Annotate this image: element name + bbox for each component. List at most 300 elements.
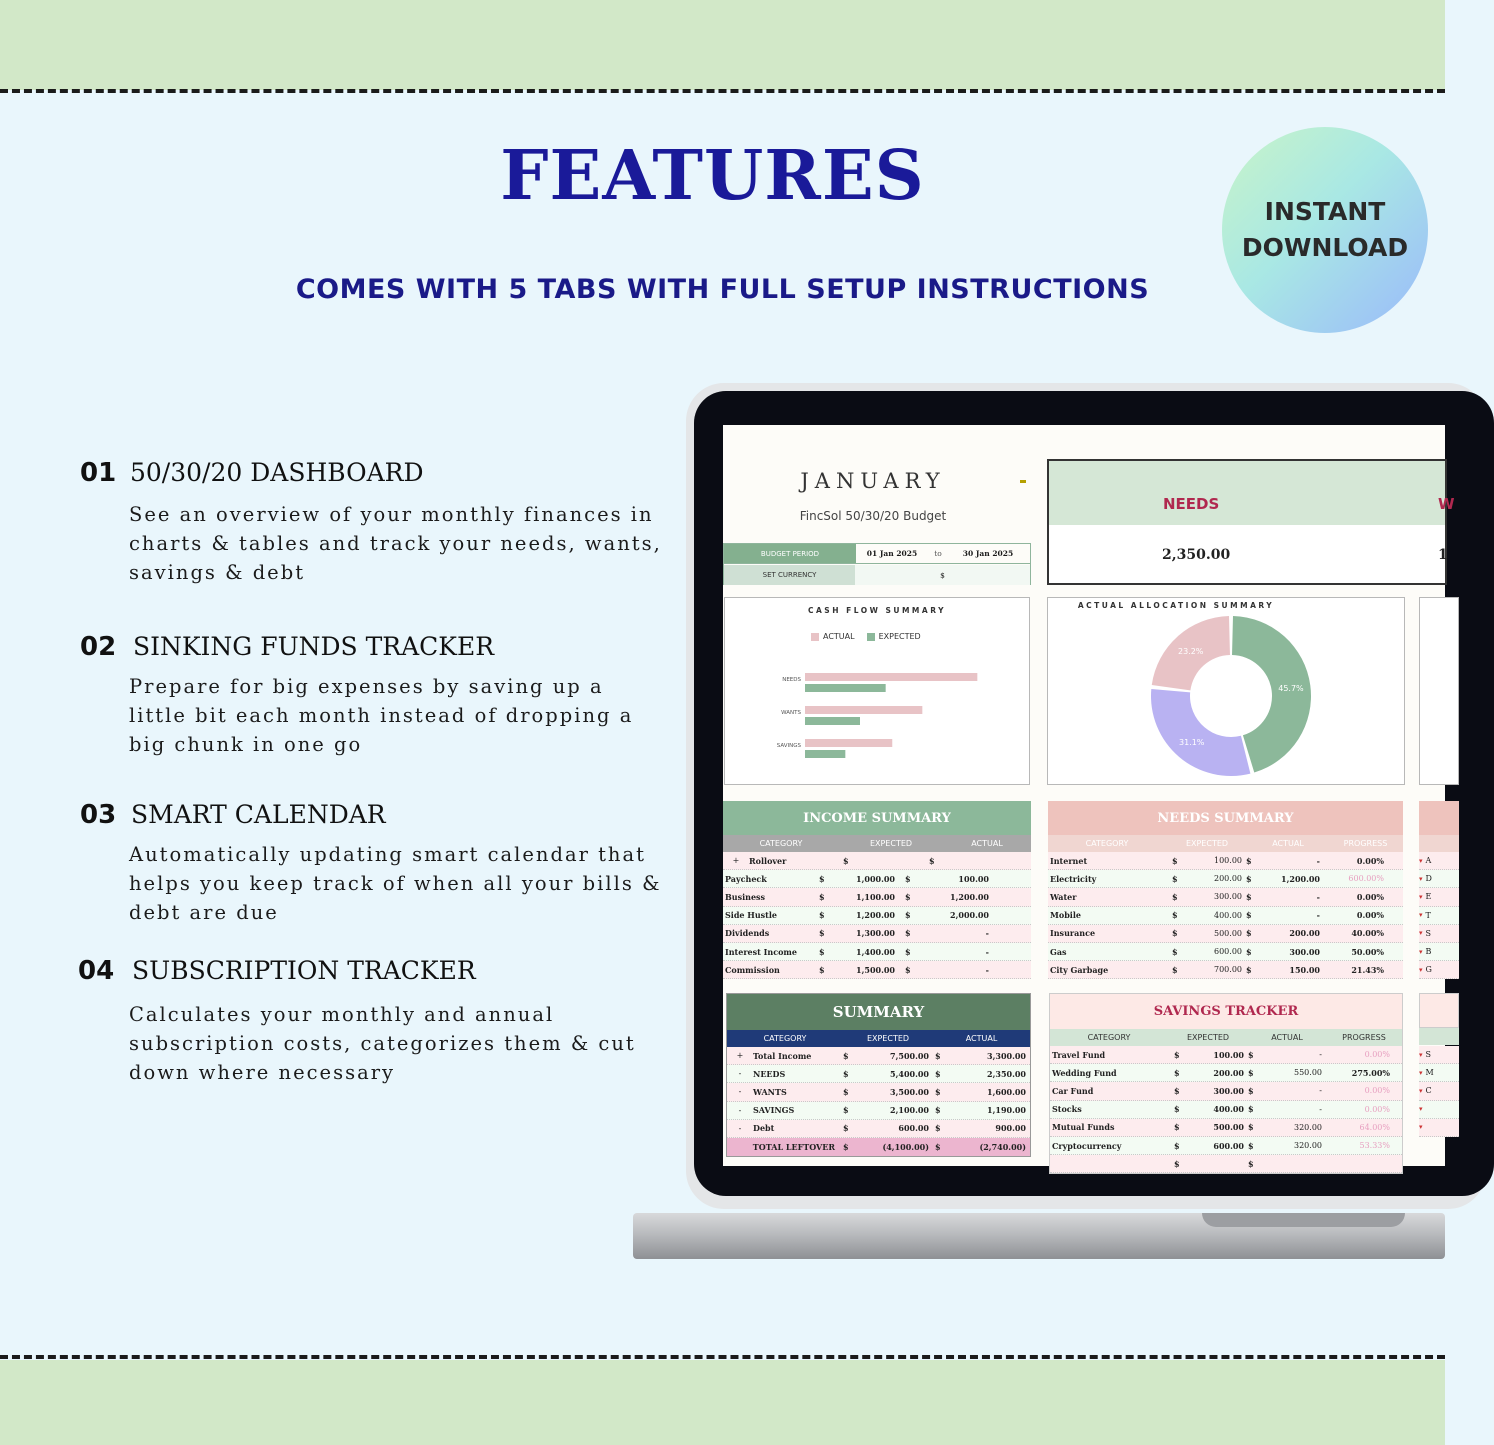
category-label: NEEDS xyxy=(782,677,801,683)
dropdown-arrow-icon[interactable]: ▾ xyxy=(1419,1123,1423,1132)
total-row xyxy=(727,1138,1030,1156)
feature-description: Calculates your monthly and annual subscription costs, categorizes them & cut down where necessary xyxy=(129,1003,636,1084)
actual: 1,200.00 xyxy=(1281,873,1320,884)
table-row xyxy=(1419,1101,1459,1119)
budget-period-label: BUDGET PERIOD xyxy=(724,544,856,563)
bar xyxy=(805,706,922,714)
currency-symbol: $ xyxy=(1246,910,1252,921)
currency-symbol: $ xyxy=(1248,1049,1254,1060)
table-row xyxy=(1419,907,1459,925)
currency-symbol: $ xyxy=(905,891,911,902)
actual: - xyxy=(985,964,989,975)
currency-symbol: $ xyxy=(935,1142,941,1153)
header-progress: PROGRESS xyxy=(1342,1033,1386,1042)
progress: 21.43% xyxy=(1351,964,1384,975)
currency-symbol: $ xyxy=(1174,1049,1180,1060)
actual: - xyxy=(1319,1104,1322,1114)
header-expected: EXPECTED xyxy=(1185,839,1229,848)
currency-symbol: $ xyxy=(929,855,935,866)
dropdown-arrow-icon[interactable]: ▾ xyxy=(1419,911,1423,920)
table-row xyxy=(1419,1046,1459,1064)
laptop-screen xyxy=(723,425,1455,1169)
kpi-needs-label: NEEDS xyxy=(1163,495,1220,513)
table-row xyxy=(1419,888,1459,906)
category-label: SAVINGS xyxy=(776,743,801,749)
expected: 5,400.00 xyxy=(890,1068,929,1079)
header-category: CATEGORY xyxy=(1085,839,1129,848)
header-category: CATEGORY xyxy=(759,839,803,848)
category: Water xyxy=(1050,891,1077,902)
header-expected: EXPECTED xyxy=(1186,1033,1230,1042)
bar-plot xyxy=(725,598,1031,786)
bar xyxy=(805,750,845,758)
currency-label: SET CURRENCY xyxy=(724,565,855,585)
summary-table xyxy=(726,993,1031,1157)
header-actual: ACTUAL xyxy=(965,1034,998,1043)
category: SAVINGS xyxy=(753,1105,795,1116)
table-row xyxy=(727,1102,1030,1120)
expected: 500.00 xyxy=(1213,1122,1244,1133)
category: Business xyxy=(725,891,766,902)
header-category: CATEGORY xyxy=(763,1034,807,1043)
feature-number: 04 xyxy=(78,956,115,986)
period-end[interactable]: 30 Jan 2025 xyxy=(962,549,1014,558)
sign: + xyxy=(736,1051,744,1061)
currency-symbol: $ xyxy=(1172,928,1178,939)
category: NEEDS xyxy=(753,1068,786,1079)
category: Debt xyxy=(753,1123,775,1134)
actual: 150.00 xyxy=(1289,964,1320,975)
header-actual: ACTUAL xyxy=(1272,839,1304,848)
feature-description: Automatically updating smart calendar that helps you keep track of when all your bills & debt are due xyxy=(129,843,662,924)
expected: 1,100.00 xyxy=(856,891,895,902)
currency-symbol: $ xyxy=(1246,855,1252,866)
badge-line-1: INSTANT xyxy=(1264,197,1386,226)
bottom-divider xyxy=(0,1355,1445,1359)
table-row xyxy=(1050,1064,1402,1082)
category: E xyxy=(1425,892,1432,902)
chart-title: CASH FLOW SUMMARY xyxy=(807,606,946,615)
currency-symbol: $ xyxy=(905,946,911,957)
table-row xyxy=(1419,943,1459,961)
currency-symbol: $ xyxy=(1172,964,1178,975)
slice-label: 45.7% xyxy=(1278,683,1304,693)
needs-table xyxy=(1048,801,1403,979)
expected: 400.00 xyxy=(1214,910,1242,920)
currency-symbol: $ xyxy=(1246,928,1252,939)
currency-symbol: $ xyxy=(1172,946,1178,957)
total-label: TOTAL LEFTOVER xyxy=(752,1142,835,1153)
currency-symbol: $ xyxy=(1248,1140,1254,1151)
table-row xyxy=(723,943,1031,961)
legend-label: ACTUAL xyxy=(823,632,855,641)
category: D xyxy=(1425,874,1432,884)
sign: + xyxy=(732,856,740,866)
table-title-partial xyxy=(1419,993,1459,1028)
category: M xyxy=(1425,1068,1434,1078)
feature-number: 01 xyxy=(80,458,117,488)
actual: - xyxy=(1319,1050,1322,1060)
table-row xyxy=(1048,852,1403,870)
currency-symbol: $ xyxy=(1248,1158,1254,1169)
table-title: SAVINGS TRACKER xyxy=(1050,994,1402,1029)
expected: 200.00 xyxy=(1213,1067,1244,1078)
category: Gas xyxy=(1050,946,1067,957)
currency-symbol: $ xyxy=(843,1123,849,1134)
currency-symbol: $ xyxy=(1248,1067,1254,1078)
expected: 7,500.00 xyxy=(890,1050,929,1061)
category: City Garbage xyxy=(1050,964,1109,975)
currency-symbol: $ xyxy=(843,855,849,866)
currency-symbol: $ xyxy=(935,1068,941,1079)
table-row xyxy=(723,852,1031,870)
feature-description: See an overview of your monthly finances in charts & tables and track your needs, wants, savings & debt xyxy=(129,503,662,584)
category: Internet xyxy=(1050,855,1088,866)
expected: 600.00 xyxy=(1214,947,1242,957)
actual: - xyxy=(1316,910,1320,921)
page-subtitle: COMES WITH 5 TABS WITH FULL SETUP INSTRUCTIONS xyxy=(295,274,1150,305)
currency-symbol: $ xyxy=(819,928,825,939)
dropdown-arrow-icon[interactable]: ▾ xyxy=(1419,1050,1423,1059)
sign: - xyxy=(738,1123,742,1133)
slice-label: 31.1% xyxy=(1178,738,1205,748)
sign: - xyxy=(738,1069,742,1079)
header-actual: ACTUAL xyxy=(1271,1033,1303,1042)
actual: - xyxy=(1316,891,1320,902)
category: T xyxy=(1425,910,1431,920)
expected: 1,500.00 xyxy=(856,964,895,975)
currency-symbol: $ xyxy=(1174,1104,1180,1115)
currency-symbol: $ xyxy=(935,1105,941,1116)
dropdown-marker[interactable] xyxy=(1020,480,1026,483)
currency-symbol: $ xyxy=(843,1105,849,1116)
currency-symbol: $ xyxy=(843,1086,849,1097)
category: Commission xyxy=(725,964,780,975)
table-title: SUMMARY xyxy=(727,994,1030,1030)
actual: 1,190.00 xyxy=(987,1105,1026,1116)
table-row xyxy=(1419,870,1459,888)
category: Mobile xyxy=(1050,910,1081,921)
progress: 0.00% xyxy=(1364,1104,1390,1114)
table-row xyxy=(723,907,1031,925)
actual: 320.00 xyxy=(1294,1141,1322,1151)
instant-download-badge xyxy=(1222,127,1428,333)
progress: 0.00% xyxy=(1356,891,1384,902)
badge-line-2: DOWNLOAD xyxy=(1241,233,1409,262)
category: Car Fund xyxy=(1052,1085,1094,1096)
table-header xyxy=(727,1030,1030,1047)
category: WANTS xyxy=(753,1086,787,1097)
sheet-brand: FincSol 50/30/20 Budget xyxy=(799,509,947,523)
actual: 200.00 xyxy=(1289,928,1320,939)
bar xyxy=(805,673,977,681)
pie-slice xyxy=(1151,689,1250,776)
table-title-partial xyxy=(1419,801,1459,835)
actual: 1,200.00 xyxy=(950,891,989,902)
expected: 1,400.00 xyxy=(856,946,895,957)
table-row xyxy=(727,1047,1030,1065)
page-title: FEATURES xyxy=(500,136,925,216)
currency-symbol: $ xyxy=(1246,873,1252,884)
table-row xyxy=(1048,943,1403,961)
header-category: CATEGORY xyxy=(1087,1033,1131,1042)
feature-title: SUBSCRIPTION TRACKER xyxy=(132,956,476,985)
table-header-partial xyxy=(1419,1028,1459,1045)
dropdown-arrow-icon[interactable]: ▾ xyxy=(1419,965,1423,974)
table-row xyxy=(1050,1119,1402,1137)
table-row xyxy=(727,1083,1030,1101)
progress: 0.00% xyxy=(1356,855,1384,866)
total-expected: (4,100.00) xyxy=(882,1142,929,1153)
expected: 2,100.00 xyxy=(890,1105,929,1116)
header-expected: EXPECTED xyxy=(869,839,913,848)
table-row xyxy=(1048,925,1403,943)
income-table xyxy=(723,801,1031,979)
bottom-band xyxy=(0,1360,1445,1445)
cash-flow-chart xyxy=(724,597,1030,785)
header-actual: ACTUAL xyxy=(971,839,1003,848)
category: B xyxy=(1425,947,1432,957)
currency-symbol: $ xyxy=(905,873,911,884)
dropdown-arrow-icon[interactable]: ▾ xyxy=(1419,856,1423,865)
currency-symbol: $ xyxy=(1248,1122,1254,1133)
currency-symbol: $ xyxy=(819,873,825,884)
table-row xyxy=(1419,961,1459,979)
table-row xyxy=(1419,1064,1459,1082)
table-row xyxy=(1050,1101,1402,1119)
expected: 100.00 xyxy=(1213,1049,1244,1060)
progress: 0.00% xyxy=(1364,1050,1390,1060)
currency-symbol: $ xyxy=(1172,910,1178,921)
bar xyxy=(805,739,892,747)
table-row xyxy=(1050,1046,1402,1064)
category: Interest Income xyxy=(725,946,797,957)
table-title: NEEDS SUMMARY xyxy=(1048,801,1403,835)
expected: 600.00 xyxy=(898,1123,929,1134)
period-to: to xyxy=(934,549,942,558)
budget-period-box xyxy=(723,543,1031,585)
table-row xyxy=(1419,852,1459,870)
table-header xyxy=(1048,835,1403,852)
category: Cryptocurrency xyxy=(1052,1140,1122,1151)
progress: 275.00% xyxy=(1351,1067,1390,1078)
currency-symbol: $ xyxy=(843,1142,849,1153)
expected: 1,200.00 xyxy=(856,910,895,921)
table-row xyxy=(723,888,1031,906)
kpi-wants-label: W xyxy=(1438,495,1455,513)
expected: 300.00 xyxy=(1213,1085,1244,1096)
category: Total Income xyxy=(753,1050,812,1061)
table-row xyxy=(1048,907,1403,925)
progress: 53.33% xyxy=(1359,1141,1390,1151)
currency-symbol: $ xyxy=(819,910,825,921)
dropdown-arrow-icon[interactable]: ▾ xyxy=(1419,1068,1423,1077)
currency-symbol: $ xyxy=(1174,1067,1180,1078)
table-row xyxy=(1048,870,1403,888)
currency-symbol: $ xyxy=(843,1068,849,1079)
currency-symbol: $ xyxy=(935,1086,941,1097)
progress: 64.00% xyxy=(1359,1122,1390,1132)
period-start[interactable]: 01 Jan 2025 xyxy=(866,549,918,558)
category: Paycheck xyxy=(725,873,767,884)
actual: 900.00 xyxy=(995,1123,1026,1134)
table-row xyxy=(723,925,1031,943)
currency-symbol: $ xyxy=(1174,1122,1180,1133)
actual: 2,000.00 xyxy=(950,910,989,921)
actual: - xyxy=(1316,855,1320,866)
header-progress: PROGRESS xyxy=(1343,839,1388,848)
kpi-wants-value: 1 xyxy=(1438,547,1448,563)
currency-symbol: $ xyxy=(1172,855,1178,866)
feature-title: SMART CALENDAR xyxy=(131,800,386,829)
category: G xyxy=(1425,965,1432,975)
currency-symbol: $ xyxy=(1172,873,1178,884)
actual: 1,600.00 xyxy=(987,1086,1026,1097)
bar xyxy=(805,684,886,692)
category: Travel Fund xyxy=(1052,1049,1106,1060)
progress: 0.00% xyxy=(1356,910,1384,921)
actual: - xyxy=(985,946,989,957)
dropdown-arrow-icon[interactable]: ▾ xyxy=(1419,947,1423,956)
currency-symbol: $ xyxy=(843,1050,849,1061)
category: Dividends xyxy=(725,928,770,939)
category-label: WANTS xyxy=(781,710,801,716)
table-row xyxy=(727,1120,1030,1138)
chart-title: ACTUAL ALLOCATION SUMMARY xyxy=(1077,601,1275,610)
expected: 700.00 xyxy=(1214,965,1242,975)
table-row xyxy=(1050,1155,1402,1173)
actual: 320.00 xyxy=(1294,1122,1322,1132)
table-title: INCOME SUMMARY xyxy=(723,801,1031,835)
actual: 550.00 xyxy=(1294,1068,1322,1078)
dropdown-arrow-icon[interactable]: ▾ xyxy=(1419,1086,1423,1095)
progress: 0.00% xyxy=(1364,1086,1390,1096)
feature-description: Prepare for big expenses by saving up a little bit each month instead of dropping a big chunk in one go xyxy=(129,675,634,756)
currency-symbol: $ xyxy=(819,964,825,975)
expected: 100.00 xyxy=(1214,856,1242,866)
category: C xyxy=(1425,1086,1432,1096)
total-actual: (2,740.00) xyxy=(979,1142,1026,1153)
category: Rollover xyxy=(749,855,787,866)
legend-label: EXPECTED xyxy=(878,632,921,641)
kpi-card xyxy=(1047,459,1455,585)
donut-plot xyxy=(1048,598,1406,786)
progress: 50.00% xyxy=(1351,946,1384,957)
table-row xyxy=(1419,1119,1459,1137)
table-row xyxy=(1048,961,1403,979)
table-row xyxy=(1419,1082,1459,1100)
laptop-notch xyxy=(1202,1213,1405,1227)
progress: 40.00% xyxy=(1351,928,1384,939)
currency-symbol: $ xyxy=(1246,891,1252,902)
table-header-partial xyxy=(1419,835,1459,852)
expected: 400.00 xyxy=(1213,1104,1244,1115)
currency-symbol: $ xyxy=(935,1123,941,1134)
table-header xyxy=(1050,1029,1402,1046)
actual: 100.00 xyxy=(958,873,989,884)
currency-symbol: $ xyxy=(935,1050,941,1061)
dropdown-arrow-icon[interactable]: ▾ xyxy=(1419,874,1423,883)
category: Mutual Funds xyxy=(1052,1122,1115,1133)
sheet-month: JANUARY xyxy=(800,469,946,493)
sign: - xyxy=(738,1087,742,1097)
category: Electricity xyxy=(1050,873,1097,884)
actual: 300.00 xyxy=(1289,946,1320,957)
dropdown-arrow-icon[interactable]: ▾ xyxy=(1419,1105,1423,1114)
feature-number: 02 xyxy=(80,632,117,662)
bar xyxy=(805,717,860,725)
table-row xyxy=(723,870,1031,888)
expected: 600.00 xyxy=(1213,1140,1244,1151)
top-divider xyxy=(0,89,1445,93)
currency-symbol: $ xyxy=(819,946,825,957)
actual: 2,350.00 xyxy=(987,1068,1026,1079)
slice-label: 23.2% xyxy=(1177,646,1204,656)
currency-symbol: $ xyxy=(1174,1140,1180,1151)
currency-value[interactable]: $ xyxy=(855,565,1030,585)
header-expected: EXPECTED xyxy=(866,1034,910,1043)
currency-symbol: $ xyxy=(905,964,911,975)
category: S xyxy=(1425,928,1431,938)
table-row xyxy=(1419,925,1459,943)
category: A xyxy=(1425,856,1432,866)
category: Side Hustle xyxy=(725,910,777,921)
actual: 3,300.00 xyxy=(987,1050,1026,1061)
expected: 3,500.00 xyxy=(890,1086,929,1097)
currency-symbol: $ xyxy=(1174,1158,1180,1169)
actual: - xyxy=(1319,1086,1322,1096)
actual: - xyxy=(985,928,989,939)
table-row xyxy=(723,961,1031,979)
expected: 1,000.00 xyxy=(856,873,895,884)
progress: 600.00% xyxy=(1348,874,1384,884)
savings-table xyxy=(1049,993,1403,1174)
kpi-needs-value: 2,350.00 xyxy=(1162,547,1231,563)
currency-symbol: $ xyxy=(905,928,911,939)
sign: - xyxy=(738,1105,742,1115)
currency-symbol: $ xyxy=(1172,891,1178,902)
category: Wedding Fund xyxy=(1052,1067,1117,1078)
currency-symbol: $ xyxy=(905,910,911,921)
table-row xyxy=(1050,1082,1402,1100)
table-row xyxy=(1050,1137,1402,1155)
feature-number: 03 xyxy=(80,800,117,830)
currency-symbol: $ xyxy=(819,891,825,902)
currency-symbol: $ xyxy=(1174,1085,1180,1096)
chart-card-partial xyxy=(1419,597,1459,785)
expected: 200.00 xyxy=(1214,874,1242,884)
dropdown-arrow-icon[interactable]: ▾ xyxy=(1419,892,1423,901)
dropdown-arrow-icon[interactable]: ▾ xyxy=(1419,929,1423,938)
table-row xyxy=(727,1065,1030,1083)
expected: 500.00 xyxy=(1214,928,1242,938)
category: Insurance xyxy=(1050,928,1096,939)
allocation-chart xyxy=(1047,597,1405,785)
table-header xyxy=(723,835,1031,852)
feature-title: SINKING FUNDS TRACKER xyxy=(133,632,495,661)
feature-title: 50/30/20 DASHBOARD xyxy=(130,458,424,487)
table-row xyxy=(1048,888,1403,906)
expected: 1,300.00 xyxy=(856,928,895,939)
category: S xyxy=(1425,1050,1431,1060)
category: Stocks xyxy=(1052,1104,1082,1115)
currency-symbol: $ xyxy=(1248,1085,1254,1096)
top-band xyxy=(0,0,1445,90)
currency-symbol: $ xyxy=(1246,946,1252,957)
currency-symbol: $ xyxy=(1248,1104,1254,1115)
expected: 300.00 xyxy=(1214,892,1242,902)
currency-symbol: $ xyxy=(1246,964,1252,975)
